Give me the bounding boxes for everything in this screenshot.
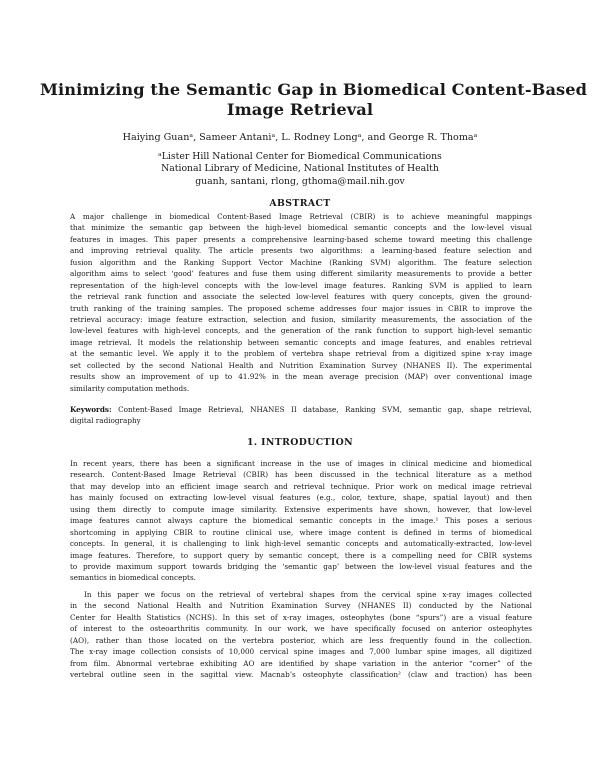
introduction-heading: 1. INTRODUCTION bbox=[247, 437, 353, 448]
abstract-line: results show an improvement of up to 41.92% in the mean average precision (MAP) over conventional image bbox=[70, 372, 532, 382]
affiliation-line-2: National Library of Medicine, National Institutes of Health bbox=[161, 163, 439, 175]
abstract-line: the retrieval rank function and associate the selected low-level features with query concepts, given the ground- bbox=[70, 292, 532, 302]
intro-line: shortcoming in applying CBIR to routine clinical use, where image content is defined in terms of biomedical bbox=[70, 527, 532, 537]
keywords-label: Keywords: bbox=[70, 405, 112, 414]
intro-line: In this paper we focus on the retrieval of vertebral shapes from the cervical spine x-ray images collected bbox=[84, 590, 532, 599]
affiliation-block bbox=[40, 151, 560, 188]
keywords-line-2: digital radiography bbox=[70, 416, 141, 426]
intro-paragraph-1 bbox=[70, 458, 532, 584]
intro-line: In recent years, there has been a significant increase in the use of images in clinical medicine and biomedical bbox=[70, 459, 532, 468]
affiliation-line-1: ᵃLister Hill National Center for Biomedical Communications bbox=[158, 151, 442, 162]
intro-line: using them directly to compute image similarity. Extensive experiments have shown, however, that low-level bbox=[70, 504, 532, 514]
intro-paragraph-2 bbox=[70, 589, 532, 681]
keywords-line-1 bbox=[70, 404, 532, 415]
abstract-line: low-level features with high-level concepts, and the generation of the rank function to support high-level semantic bbox=[70, 326, 532, 336]
abstract-line: set collected by the second National Health and Nutrition Examination Survey (NHANES II). The experimental bbox=[70, 360, 532, 370]
intro-line: research. Content-Based Image Retrieval (CBIR) has been discussed in the technical literature as a method bbox=[70, 470, 532, 480]
intro-line: vertebral outline seen in the sagittal view. Macnab’s osteophyte classification² (claw and traction) has been bbox=[70, 670, 532, 680]
abstract-line: features in images. This paper presents a comprehensive learning-based scheme toward meeting this challenge bbox=[70, 234, 532, 244]
intro-line: image features. Therefore, to support query by semantic concept, there is a compelling need for CBIR systems bbox=[70, 550, 532, 560]
intro-line: concepts. In general, it is challenging to link high-level semantic concepts and automatically-extracted, low-level bbox=[70, 539, 532, 549]
intro-line: image features cannot always capture the biomedical semantic concepts in the image.¹ This poses a serious bbox=[70, 516, 532, 526]
abstract-line: similarity computation methods. bbox=[70, 383, 190, 393]
paper-title bbox=[40, 80, 588, 120]
abstract-line: truth ranking of the training samples. The proposed scheme addresses four major issues in CBIR to improve the bbox=[70, 303, 532, 313]
abstract-line: fusion algorithm and the Ranking Support Vector Machine (Ranking SVM) algorithm. The feature selection bbox=[70, 257, 532, 267]
abstract-line: that minimize the semantic gap between the high-level biomedical semantic concepts and the low-level visual bbox=[70, 223, 532, 233]
intro-line: to provide maximum support towards bridging the ‘semantic gap’ between the low-level visual features and the bbox=[70, 561, 532, 571]
abstract-line: image retrieval. It models the relationship between semantic concepts and image features, and enables retrieval bbox=[70, 337, 532, 347]
intro-line: Center for Health Statistics (NCHS). In this set of x-ray images, osteophytes (bone “spurs”) are a visual feature bbox=[70, 612, 532, 622]
keywords-block bbox=[70, 404, 532, 427]
author-list: Haiying Guanᵃ, Sameer Antaniᵃ, L. Rodney Longᵃ, and George R. Thomaᵃ bbox=[122, 132, 478, 143]
intro-line: from film. Abnormal vertebrae exhibiting AO are identified by shape variation in the anterior “corner” of the bbox=[70, 658, 532, 668]
intro-line: semantics in biomedical concepts. bbox=[70, 573, 196, 583]
affiliation-emails: guanh, santani, rlong, gthoma@mail.nih.gov bbox=[195, 175, 405, 187]
intro-line: that may develop into an efficient image search and retrieval technique. Prior work on medical image retrieval bbox=[70, 481, 532, 491]
title-line-1: Minimizing the Semantic Gap in Biomedical Content-Based bbox=[40, 80, 588, 99]
abstract-line: retrieval accuracy: image feature extraction, selection and fusion, similarity measurements, the association of the bbox=[70, 314, 532, 324]
intro-line: (AO), rather than those located on the vertebra posterior, which are less frequently found in the collection. bbox=[70, 635, 532, 645]
abstract-heading: ABSTRACT bbox=[269, 198, 331, 209]
intro-line: in the second National Health and Nutrition Examination Survey (NHANES II) conducted by the National bbox=[70, 601, 532, 611]
abstract-body bbox=[70, 211, 532, 394]
title-line-2: Image Retrieval bbox=[226, 100, 374, 119]
abstract-line: at the semantic level. We apply it to the problem of vertebra shape retrieval from a digitized spine x-ray image bbox=[70, 349, 532, 359]
abstract-line: representation of the high-level concepts with the low-level image features. Ranking SVM is applied to learn bbox=[70, 280, 532, 290]
abstract-line: A major challenge in biomedical Content-Based Image Retrieval (CBIR) is to achieve meaningful mappings bbox=[70, 212, 532, 221]
keywords-text: Content-Based Image Retrieval, NHANES II database, Ranking SVM, semantic gap, shape retrieval, bbox=[118, 405, 532, 414]
intro-line: of interest to the osteoarthritis community. In our work, we have specifically focused on anterior osteophytes bbox=[70, 624, 532, 634]
abstract-line: algorithm aims to select ‘good’ features and fuse them using different similarity measurements to provide a better bbox=[70, 269, 532, 279]
intro-line: has mainly focused on extracting low-level visual features (e.g., color, texture, shape, spatial layout) and then bbox=[70, 493, 532, 503]
intro-line: The x-ray image collection consists of 10,000 cervical spine images and 7,000 lumbar spine images, all digitized bbox=[70, 647, 532, 657]
abstract-line: and improving retrieval quality. The article presents two algorithms: a learning-based feature selection and bbox=[70, 246, 532, 256]
